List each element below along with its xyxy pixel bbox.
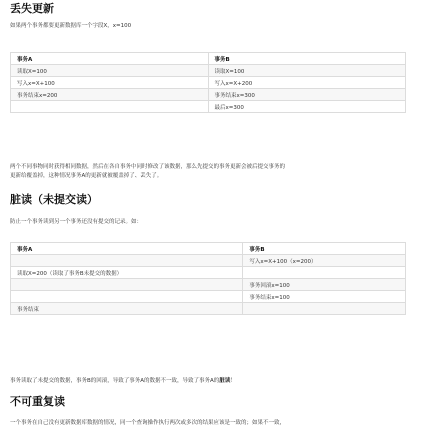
table-row xyxy=(11,65,406,77)
table-row xyxy=(11,267,406,279)
lost-update-note-line2: 更新给覆盖掉，这种情况事务A的更新就被覆盖掉了、丢失了。 xyxy=(10,173,163,179)
table-cell: 写入x=X+100 xyxy=(11,77,209,89)
lost-update-intro: 如果两个事务都要更新数据库一个字段X，x=100 xyxy=(10,23,132,29)
table-cell: 事务回滚x=100 xyxy=(243,279,406,291)
table-cell xyxy=(243,267,406,279)
lost-update-note-line1: 两个不同事物同时获得相同数据，然后在各自事务中同时修改了该数据，那么先提交的事务更新会被后提交事务的 xyxy=(10,164,286,170)
dirty-read-heading: 脏读（未提交读） xyxy=(10,193,98,206)
table-cell xyxy=(11,279,243,291)
table-row xyxy=(11,77,406,89)
table-row xyxy=(11,303,406,315)
table-row xyxy=(11,101,406,113)
table-cell xyxy=(11,255,243,267)
column-header: 事务A xyxy=(11,53,209,65)
table-row xyxy=(11,291,406,303)
lost-update-heading: 丢失更新 xyxy=(10,2,54,15)
table-cell: 事务结束x=100 xyxy=(243,291,406,303)
non-repeatable-read-intro: 一个事务在自己没有更新数据库数据的情况，同一个查询操作执行两次或多次的结果应该是一致的；如果不一致， xyxy=(10,420,286,426)
table-row xyxy=(11,279,406,291)
table-cell: 事务结束x=300 xyxy=(208,89,406,101)
table-header-row xyxy=(11,53,406,65)
dirty-read-note-emphasis: 脏读 xyxy=(219,378,231,384)
table-cell: 读取X=100 xyxy=(11,65,209,77)
table-cell xyxy=(243,303,406,315)
column-header: 事务B xyxy=(243,243,406,255)
dirty-read-intro: 防止一个事务读到另一个事务还没有提交的记录。如： xyxy=(10,219,143,225)
column-header: 事务A xyxy=(11,243,243,255)
table-cell: 事务结束x=200 xyxy=(11,89,209,101)
non-repeatable-read-heading: 不可重复读 xyxy=(10,395,65,408)
table-cell: 读取X=100 xyxy=(208,65,406,77)
dirty-read-note-prefix: 事务读取了未提交的数据，事务B的回滚，导致了事务A的数据不一致，导致了事务A的 xyxy=(10,378,220,384)
table-cell: 读取X=200（读取了事务B未提交的数据） xyxy=(11,267,243,279)
table-cell: 事务结束 xyxy=(11,303,243,315)
table-cell xyxy=(11,101,209,113)
table-cell: 最后x=300 xyxy=(208,101,406,113)
dirty-read-note xyxy=(10,377,236,386)
dirty-read-note-suffix: ！ xyxy=(230,378,236,384)
column-header: 事务B xyxy=(208,53,406,65)
dirty-read-table xyxy=(10,242,406,315)
table-cell: 写入x=X+100（x=200） xyxy=(243,255,406,267)
table-header-row xyxy=(11,243,406,255)
lost-update-table xyxy=(10,52,406,113)
table-cell: 写入x=X+200 xyxy=(208,77,406,89)
table-cell xyxy=(11,291,243,303)
table-row xyxy=(11,255,406,267)
table-row xyxy=(11,89,406,101)
